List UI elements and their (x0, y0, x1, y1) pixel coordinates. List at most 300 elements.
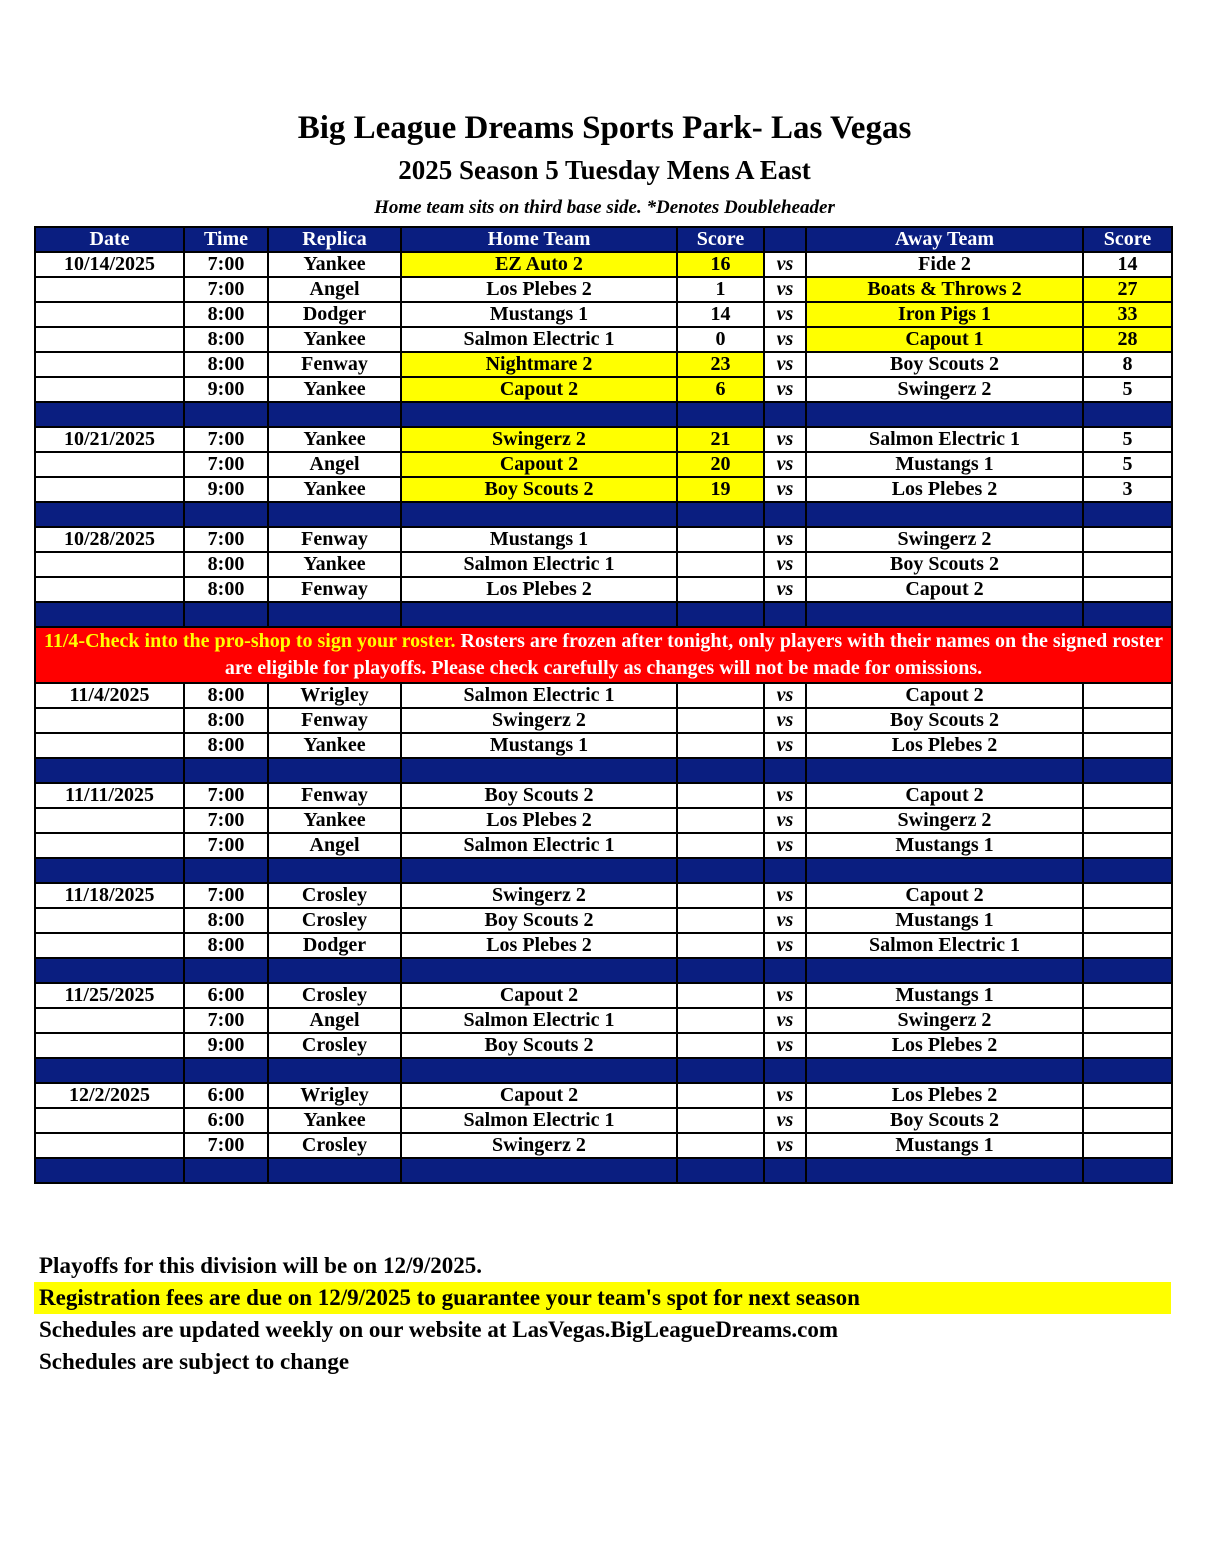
separator-row (35, 758, 1172, 783)
cell-away-score (1083, 1083, 1172, 1108)
cell-vs: vs (764, 427, 806, 452)
cell-replica: Fenway (268, 708, 401, 733)
cell-home-score (677, 908, 764, 933)
cell-home-score (677, 883, 764, 908)
cell-home-team: Los Plebes 2 (401, 577, 677, 602)
separator-cell (677, 1058, 764, 1083)
cell-time: 6:00 (184, 1083, 268, 1108)
separator-cell (268, 1058, 401, 1083)
cell-replica: Yankee (268, 733, 401, 758)
cell-date (35, 1108, 184, 1133)
separator-cell (764, 958, 806, 983)
cell-time: 7:00 (184, 783, 268, 808)
cell-date (35, 302, 184, 327)
cell-time: 8:00 (184, 933, 268, 958)
separator-cell (184, 402, 268, 427)
table-row (35, 427, 1172, 452)
cell-away-team: Los Plebes 2 (806, 733, 1083, 758)
col-vs (764, 227, 806, 252)
separator-cell (764, 1158, 806, 1183)
cell-vs: vs (764, 377, 806, 402)
cell-home-team: Salmon Electric 1 (401, 552, 677, 577)
cell-time: 7:00 (184, 808, 268, 833)
separator-cell (268, 958, 401, 983)
cell-home-team: Capout 2 (401, 452, 677, 477)
table-row (35, 1083, 1172, 1108)
table-row (35, 983, 1172, 1008)
table-row (35, 477, 1172, 502)
cell-away-team: Capout 2 (806, 577, 1083, 602)
footer-notes (34, 1250, 1171, 1378)
separator-cell (1083, 502, 1172, 527)
separator-cell (806, 502, 1083, 527)
cell-home-team: Capout 2 (401, 983, 677, 1008)
cell-away-team: Mustangs 1 (806, 908, 1083, 933)
table-row (35, 783, 1172, 808)
roster-notice-row (35, 627, 1172, 683)
cell-replica: Yankee (268, 1108, 401, 1133)
cell-away-score (1083, 933, 1172, 958)
separator-cell (268, 402, 401, 427)
playoffs-note: Playoffs for this division will be on 12/9/2025. (39, 1253, 483, 1278)
separator-cell (184, 1058, 268, 1083)
separator-cell (1083, 1158, 1172, 1183)
separator-cell (806, 602, 1083, 627)
website-note: Schedules are updated weekly on our website at LasVegas.BigLeagueDreams.com (39, 1317, 839, 1342)
separator-cell (401, 958, 677, 983)
cell-vs: vs (764, 833, 806, 858)
table-row (35, 352, 1172, 377)
separator-cell (1083, 858, 1172, 883)
cell-vs: vs (764, 983, 806, 1008)
cell-away-score (1083, 883, 1172, 908)
roster-notice-highlight: 11/4-Check into the pro-shop to sign your roster. (43, 630, 456, 652)
col-away-score: Score (1083, 227, 1172, 252)
cell-away-score (1083, 552, 1172, 577)
separator-cell (35, 958, 184, 983)
page-subtitle: 2025 Season 5 Tuesday Mens A East (398, 155, 811, 185)
table-row (35, 733, 1172, 758)
cell-time: 8:00 (184, 302, 268, 327)
cell-vs: vs (764, 302, 806, 327)
cell-vs: vs (764, 783, 806, 808)
cell-away-team: Salmon Electric 1 (806, 427, 1083, 452)
cell-date (35, 327, 184, 352)
cell-home-score: 6 (677, 377, 764, 402)
table-row (35, 1108, 1172, 1133)
table-row (35, 1033, 1172, 1058)
cell-away-team: Mustangs 1 (806, 983, 1083, 1008)
table-row (35, 1008, 1172, 1033)
separator-cell (268, 602, 401, 627)
separator-cell (806, 958, 1083, 983)
cell-away-score (1083, 983, 1172, 1008)
cell-time: 7:00 (184, 427, 268, 452)
cell-replica: Yankee (268, 427, 401, 452)
separator-cell (764, 858, 806, 883)
cell-away-team: Salmon Electric 1 (806, 933, 1083, 958)
cell-home-score (677, 983, 764, 1008)
cell-away-score (1083, 908, 1172, 933)
cell-home-team: Mustangs 1 (401, 527, 677, 552)
cell-away-score: 8 (1083, 352, 1172, 377)
cell-date (35, 277, 184, 302)
cell-date: 10/14/2025 (35, 252, 184, 277)
cell-home-team: Swingerz 2 (401, 427, 677, 452)
separator-cell (1083, 1058, 1172, 1083)
cell-time: 7:00 (184, 452, 268, 477)
table-row (35, 277, 1172, 302)
cell-date (35, 908, 184, 933)
cell-replica: Angel (268, 1008, 401, 1033)
cell-home-score: 14 (677, 302, 764, 327)
cell-vs: vs (764, 577, 806, 602)
cell-vs: vs (764, 708, 806, 733)
cell-home-score: 1 (677, 277, 764, 302)
separator-cell (1083, 602, 1172, 627)
cell-home-team: Boy Scouts 2 (401, 908, 677, 933)
cell-replica: Angel (268, 833, 401, 858)
cell-replica: Crosley (268, 1133, 401, 1158)
cell-time: 8:00 (184, 577, 268, 602)
cell-home-score (677, 577, 764, 602)
cell-away-team: Swingerz 2 (806, 808, 1083, 833)
separator-cell (806, 1058, 1083, 1083)
separator-cell (184, 602, 268, 627)
cell-vs: vs (764, 883, 806, 908)
separator-row (35, 1058, 1172, 1083)
cell-home-score (677, 733, 764, 758)
cell-replica: Wrigley (268, 683, 401, 708)
separator-row (35, 858, 1172, 883)
registration-note: Registration fees are due on 12/9/2025 to guarantee your team's spot for next season (34, 1282, 1171, 1314)
cell-away-score: 5 (1083, 377, 1172, 402)
cell-time: 8:00 (184, 327, 268, 352)
cell-home-team: Mustangs 1 (401, 733, 677, 758)
separator-cell (764, 502, 806, 527)
cell-home-score (677, 1133, 764, 1158)
cell-vs: vs (764, 327, 806, 352)
cell-vs: vs (764, 1108, 806, 1133)
cell-home-team: Salmon Electric 1 (401, 683, 677, 708)
separator-cell (184, 958, 268, 983)
cell-home-team: Boy Scouts 2 (401, 1033, 677, 1058)
cell-away-score: 5 (1083, 427, 1172, 452)
cell-away-team: Fide 2 (806, 252, 1083, 277)
cell-time: 9:00 (184, 477, 268, 502)
cell-replica: Yankee (268, 477, 401, 502)
cell-vs: vs (764, 1083, 806, 1108)
cell-vs: vs (764, 908, 806, 933)
separator-row (35, 402, 1172, 427)
cell-time: 6:00 (184, 983, 268, 1008)
cell-away-score (1083, 577, 1172, 602)
cell-date: 12/2/2025 (35, 1083, 184, 1108)
col-home-team: Home Team (401, 227, 677, 252)
cell-vs: vs (764, 1033, 806, 1058)
separator-cell (401, 758, 677, 783)
separator-cell (268, 1158, 401, 1183)
cell-home-score (677, 527, 764, 552)
cell-away-score: 14 (1083, 252, 1172, 277)
cell-away-score: 3 (1083, 477, 1172, 502)
cell-away-team: Capout 2 (806, 883, 1083, 908)
cell-home-score (677, 552, 764, 577)
separator-row (35, 602, 1172, 627)
cell-home-score: 20 (677, 452, 764, 477)
separator-cell (35, 858, 184, 883)
separator-cell (677, 602, 764, 627)
cell-time: 8:00 (184, 552, 268, 577)
cell-away-team: Iron Pigs 1 (806, 302, 1083, 327)
cell-replica: Wrigley (268, 1083, 401, 1108)
cell-replica: Dodger (268, 933, 401, 958)
separator-cell (764, 1058, 806, 1083)
separator-cell (764, 758, 806, 783)
separator-cell (401, 402, 677, 427)
separator-cell (677, 402, 764, 427)
cell-vs: vs (764, 452, 806, 477)
cell-home-score: 23 (677, 352, 764, 377)
separator-row (35, 1158, 1172, 1183)
cell-vs: vs (764, 477, 806, 502)
cell-away-team: Boy Scouts 2 (806, 1108, 1083, 1133)
schedule-table (34, 226, 1173, 1184)
cell-replica: Crosley (268, 1033, 401, 1058)
cell-home-team: Nightmare 2 (401, 352, 677, 377)
cell-date: 11/18/2025 (35, 883, 184, 908)
separator-cell (677, 1158, 764, 1183)
cell-home-team: Los Plebes 2 (401, 808, 677, 833)
cell-home-score (677, 1008, 764, 1033)
cell-date (35, 733, 184, 758)
cell-date (35, 833, 184, 858)
cell-date (35, 452, 184, 477)
cell-home-team: Boy Scouts 2 (401, 783, 677, 808)
cell-home-team: Capout 2 (401, 377, 677, 402)
separator-cell (1083, 958, 1172, 983)
table-row (35, 833, 1172, 858)
roster-notice (35, 627, 1172, 683)
separator-cell (764, 602, 806, 627)
cell-replica: Yankee (268, 252, 401, 277)
cell-home-score: 0 (677, 327, 764, 352)
cell-away-score (1083, 783, 1172, 808)
separator-cell (677, 502, 764, 527)
separator-cell (35, 758, 184, 783)
cell-away-score (1083, 808, 1172, 833)
cell-date (35, 352, 184, 377)
cell-vs: vs (764, 352, 806, 377)
cell-date (35, 552, 184, 577)
table-row (35, 1133, 1172, 1158)
cell-home-team: EZ Auto 2 (401, 252, 677, 277)
cell-vs: vs (764, 552, 806, 577)
cell-away-score (1083, 683, 1172, 708)
cell-away-score (1083, 708, 1172, 733)
cell-home-score (677, 933, 764, 958)
cell-home-score (677, 1083, 764, 1108)
cell-date: 11/25/2025 (35, 983, 184, 1008)
cell-vs: vs (764, 1133, 806, 1158)
cell-date (35, 808, 184, 833)
cell-away-score (1083, 1108, 1172, 1133)
cell-time: 8:00 (184, 908, 268, 933)
cell-home-team: Los Plebes 2 (401, 933, 677, 958)
cell-replica: Fenway (268, 352, 401, 377)
cell-away-score (1083, 833, 1172, 858)
cell-date (35, 708, 184, 733)
col-away-team: Away Team (806, 227, 1083, 252)
cell-away-team: Mustangs 1 (806, 452, 1083, 477)
cell-away-team: Swingerz 2 (806, 527, 1083, 552)
table-row (35, 908, 1172, 933)
cell-away-score: 33 (1083, 302, 1172, 327)
cell-date (35, 477, 184, 502)
table-header-row (35, 227, 1172, 252)
cell-away-team: Boy Scouts 2 (806, 708, 1083, 733)
cell-home-team: Salmon Electric 1 (401, 327, 677, 352)
separator-cell (764, 402, 806, 427)
table-row (35, 327, 1172, 352)
field-note: Home team sits on third base side. *Denotes Doubleheader (374, 197, 835, 218)
cell-date: 11/11/2025 (35, 783, 184, 808)
cell-away-team: Boats & Throws 2 (806, 277, 1083, 302)
cell-date (35, 377, 184, 402)
cell-date (35, 577, 184, 602)
separator-cell (677, 958, 764, 983)
table-row (35, 933, 1172, 958)
separator-cell (677, 758, 764, 783)
cell-time: 7:00 (184, 833, 268, 858)
cell-home-team: Salmon Electric 1 (401, 1108, 677, 1133)
separator-cell (268, 858, 401, 883)
cell-time: 6:00 (184, 1108, 268, 1133)
cell-home-team: Salmon Electric 1 (401, 833, 677, 858)
cell-replica: Angel (268, 452, 401, 477)
cell-home-score (677, 833, 764, 858)
separator-cell (401, 1058, 677, 1083)
cell-time: 7:00 (184, 252, 268, 277)
col-time: Time (184, 227, 268, 252)
table-row (35, 252, 1172, 277)
separator-cell (184, 1158, 268, 1183)
table-row (35, 377, 1172, 402)
cell-away-team: Boy Scouts 2 (806, 352, 1083, 377)
cell-away-team: Los Plebes 2 (806, 1033, 1083, 1058)
separator-cell (401, 858, 677, 883)
cell-away-team: Capout 1 (806, 327, 1083, 352)
separator-cell (184, 502, 268, 527)
table-row (35, 708, 1172, 733)
cell-home-team: Swingerz 2 (401, 883, 677, 908)
cell-away-score (1083, 527, 1172, 552)
cell-away-score (1083, 1008, 1172, 1033)
separator-cell (401, 602, 677, 627)
separator-cell (806, 858, 1083, 883)
separator-cell (35, 602, 184, 627)
cell-time: 8:00 (184, 683, 268, 708)
separator-cell (184, 758, 268, 783)
cell-away-team: Boy Scouts 2 (806, 552, 1083, 577)
cell-home-team: Mustangs 1 (401, 302, 677, 327)
cell-away-team: Swingerz 2 (806, 377, 1083, 402)
cell-home-team: Capout 2 (401, 1083, 677, 1108)
cell-replica: Yankee (268, 327, 401, 352)
cell-date: 10/21/2025 (35, 427, 184, 452)
separator-cell (35, 502, 184, 527)
cell-home-score (677, 783, 764, 808)
col-date: Date (35, 227, 184, 252)
table-row (35, 577, 1172, 602)
roster-notice-text: Rosters are frozen after tonight, only players with their names on the signed roster are eligible for playoffs. Please check carefully as changes will not be made for omissions. (224, 630, 1164, 679)
separator-cell (268, 758, 401, 783)
cell-away-score (1083, 1033, 1172, 1058)
cell-home-score: 19 (677, 477, 764, 502)
table-row (35, 883, 1172, 908)
cell-replica: Yankee (268, 377, 401, 402)
separator-cell (1083, 402, 1172, 427)
table-row (35, 808, 1172, 833)
cell-home-team: Boy Scouts 2 (401, 477, 677, 502)
cell-time: 8:00 (184, 352, 268, 377)
cell-away-team: Capout 2 (806, 783, 1083, 808)
cell-replica: Crosley (268, 983, 401, 1008)
cell-away-score: 28 (1083, 327, 1172, 352)
separator-cell (401, 502, 677, 527)
cell-away-score (1083, 1133, 1172, 1158)
cell-vs: vs (764, 1008, 806, 1033)
separator-cell (1083, 758, 1172, 783)
cell-time: 7:00 (184, 277, 268, 302)
cell-home-score: 21 (677, 427, 764, 452)
cell-time: 8:00 (184, 733, 268, 758)
schedule-body (35, 252, 1172, 1183)
cell-home-team: Swingerz 2 (401, 708, 677, 733)
separator-cell (268, 502, 401, 527)
cell-time: 9:00 (184, 1033, 268, 1058)
cell-time: 7:00 (184, 1133, 268, 1158)
separator-row (35, 958, 1172, 983)
cell-home-team: Los Plebes 2 (401, 277, 677, 302)
cell-vs: vs (764, 733, 806, 758)
cell-vs: vs (764, 527, 806, 552)
cell-replica: Yankee (268, 552, 401, 577)
cell-away-team: Mustangs 1 (806, 1133, 1083, 1158)
cell-time: 8:00 (184, 708, 268, 733)
cell-home-team: Swingerz 2 (401, 1133, 677, 1158)
cell-date: 11/4/2025 (35, 683, 184, 708)
separator-row (35, 502, 1172, 527)
cell-vs: vs (764, 808, 806, 833)
table-row (35, 683, 1172, 708)
cell-away-team: Swingerz 2 (806, 1008, 1083, 1033)
cell-home-team: Salmon Electric 1 (401, 1008, 677, 1033)
cell-home-score (677, 808, 764, 833)
change-note: Schedules are subject to change (39, 1349, 350, 1374)
page-title: Big League Dreams Sports Park- Las Vegas (297, 110, 912, 146)
separator-cell (35, 402, 184, 427)
cell-vs: vs (764, 252, 806, 277)
col-home-score: Score (677, 227, 764, 252)
cell-replica: Fenway (268, 527, 401, 552)
cell-away-score (1083, 733, 1172, 758)
cell-away-team: Capout 2 (806, 683, 1083, 708)
cell-away-team: Los Plebes 2 (806, 477, 1083, 502)
cell-home-score (677, 1108, 764, 1133)
cell-date (35, 1008, 184, 1033)
separator-cell (806, 402, 1083, 427)
